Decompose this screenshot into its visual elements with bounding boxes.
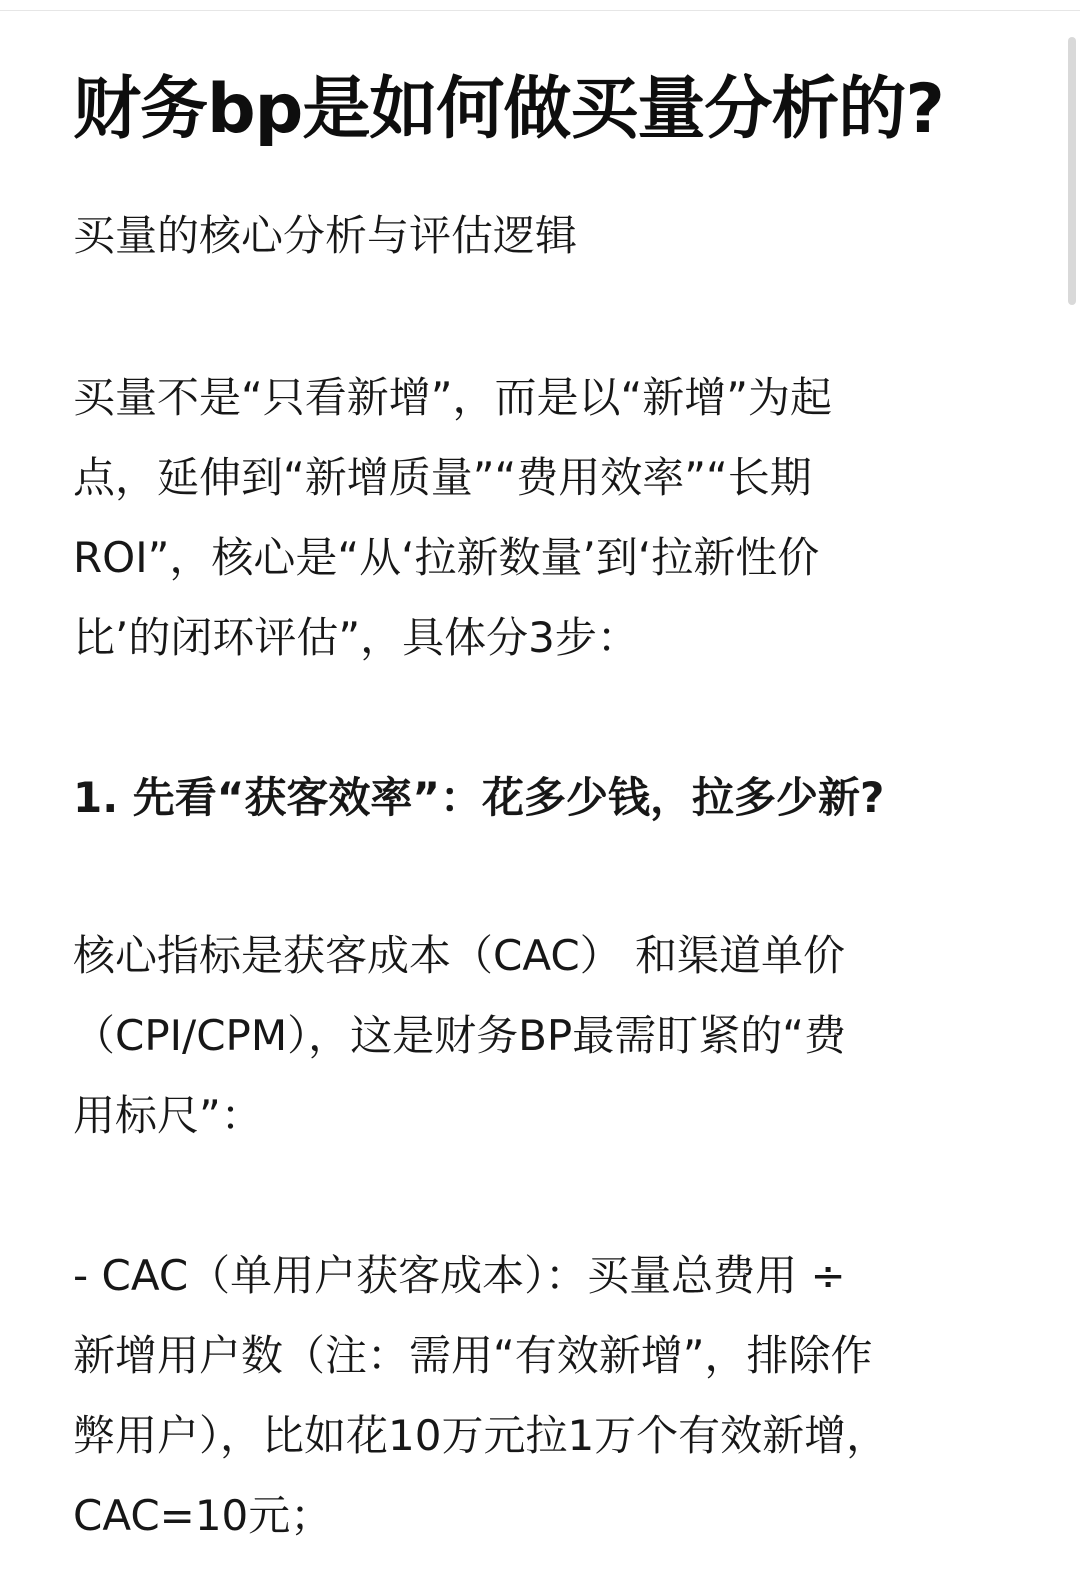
metrics-line-1: 核心指标是获客成本（CAC） 和渠道单价 (73, 931, 845, 980)
intro-line-2: 点，延伸到“新增质量”“费用效率”“长期 (73, 453, 812, 502)
metrics-paragraph (73, 916, 985, 1156)
cac-line-3: 弊用户），比如花10万元拉1万个有效新增， (73, 1411, 889, 1460)
intro-paragraph (73, 358, 985, 678)
cac-line-2: 新增用户数（注：需用“有效新增”，排除作 (73, 1331, 873, 1380)
metrics-line-2: （CPI/CPM），这是财务BP最需盯紧的“费 (73, 1011, 846, 1060)
article-subtitle: 买量的核心分析与评估逻辑 (73, 211, 578, 260)
top-divider (0, 10, 1080, 11)
intro-line-3: ROI”，核心是“从‘拉新数量’到‘拉新性价 (73, 533, 820, 582)
article-body (73, 64, 985, 1556)
metrics-line-3: 用标尺”： (73, 1091, 263, 1140)
cac-paragraph (73, 1236, 985, 1556)
section-heading-1: 1. 先看“获客效率”：花多少钱，拉多少新? (73, 773, 885, 822)
article-title: 财务bp是如何做买量分析的? (73, 70, 944, 149)
intro-line-4: 比’的闭环评估”，具体分3步： (73, 613, 639, 662)
scrollbar-track[interactable] (1060, 0, 1080, 1579)
intro-line-1: 买量不是“只看新增”，而是以“新增”为起 (73, 373, 833, 422)
cac-line-1: - CAC（单用户获客成本）：买量总费用 ÷ (73, 1251, 846, 1300)
scrollbar-thumb[interactable] (1068, 37, 1076, 305)
cac-line-4: CAC=10元； (73, 1491, 333, 1540)
